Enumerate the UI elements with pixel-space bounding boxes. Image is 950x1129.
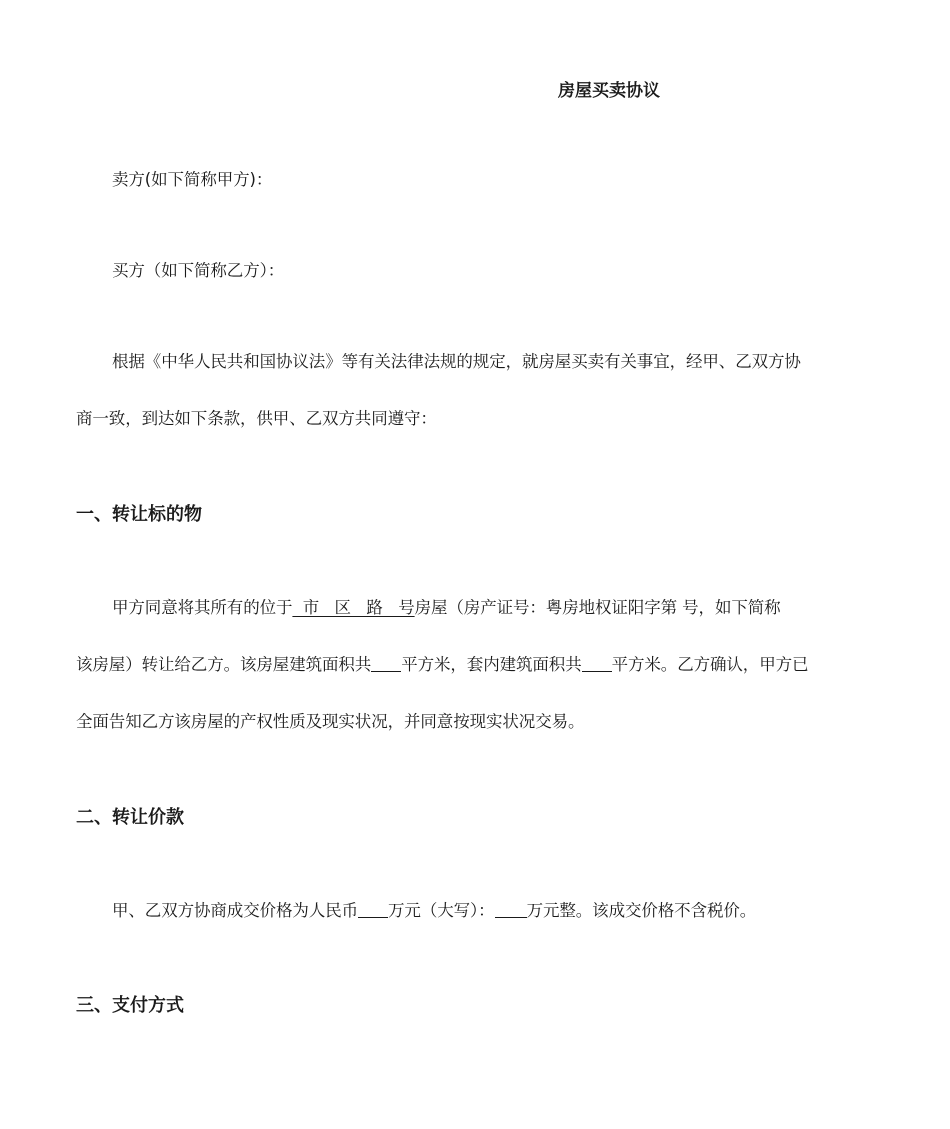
- section-1-heading: 一、转让标的物: [76, 504, 202, 525]
- buyer-label: 买方（如下简称乙方）：: [112, 261, 285, 280]
- building-area-blank: [371, 655, 401, 672]
- section-2-heading: 二、转让价款: [76, 807, 184, 828]
- price-number-blank: [358, 901, 388, 918]
- section-1-p2-c: 平方米。乙方确认，甲方已: [611, 655, 809, 674]
- section-1-p1-suffix: 房屋（房产证号：粤房地权证阳字第 号，如下简称: [414, 598, 781, 617]
- section-2-p-a: 甲、乙双方协商成交价格为人民币: [112, 901, 359, 920]
- section-1-p2-b: 平方米，套内建筑面积共: [401, 655, 582, 674]
- document-title: 房屋买卖协议: [558, 81, 660, 101]
- section-1-paragraph-line-1: [112, 596, 876, 620]
- address-blank-field: 市 区 路 号: [292, 598, 415, 617]
- section-1-p1-prefix: 甲方同意将其所有的位于: [112, 598, 293, 617]
- section-1-paragraph-line-2: [76, 653, 876, 677]
- preamble-line-2: 商一致，到达如下条款，供甲、乙双方共同遵守：: [76, 409, 437, 428]
- section-2-paragraph: [112, 899, 876, 923]
- seller-label: 卖方(如下简称甲方)：: [112, 170, 273, 189]
- price-words-blank: [495, 901, 527, 918]
- section-3-heading: 三、支付方式: [76, 995, 184, 1016]
- inner-area-blank: [582, 655, 612, 672]
- section-1-paragraph-line-3: 全面告知乙方该房屋的产权性质及现实状况，并同意按现实状况交易。: [76, 712, 585, 731]
- section-2-p-b: 万元（大写）：: [388, 901, 495, 920]
- section-2-p-c: 万元整。该成交价格不含税价。: [526, 901, 757, 920]
- preamble-line-1: 根据《中华人民共和国协议法》等有关法律法规的规定，就房屋买卖有关事宜，经甲、乙双方协: [112, 352, 801, 371]
- section-1-p2-a: 该房屋）转让给乙方。该房屋建筑面积共: [76, 655, 372, 674]
